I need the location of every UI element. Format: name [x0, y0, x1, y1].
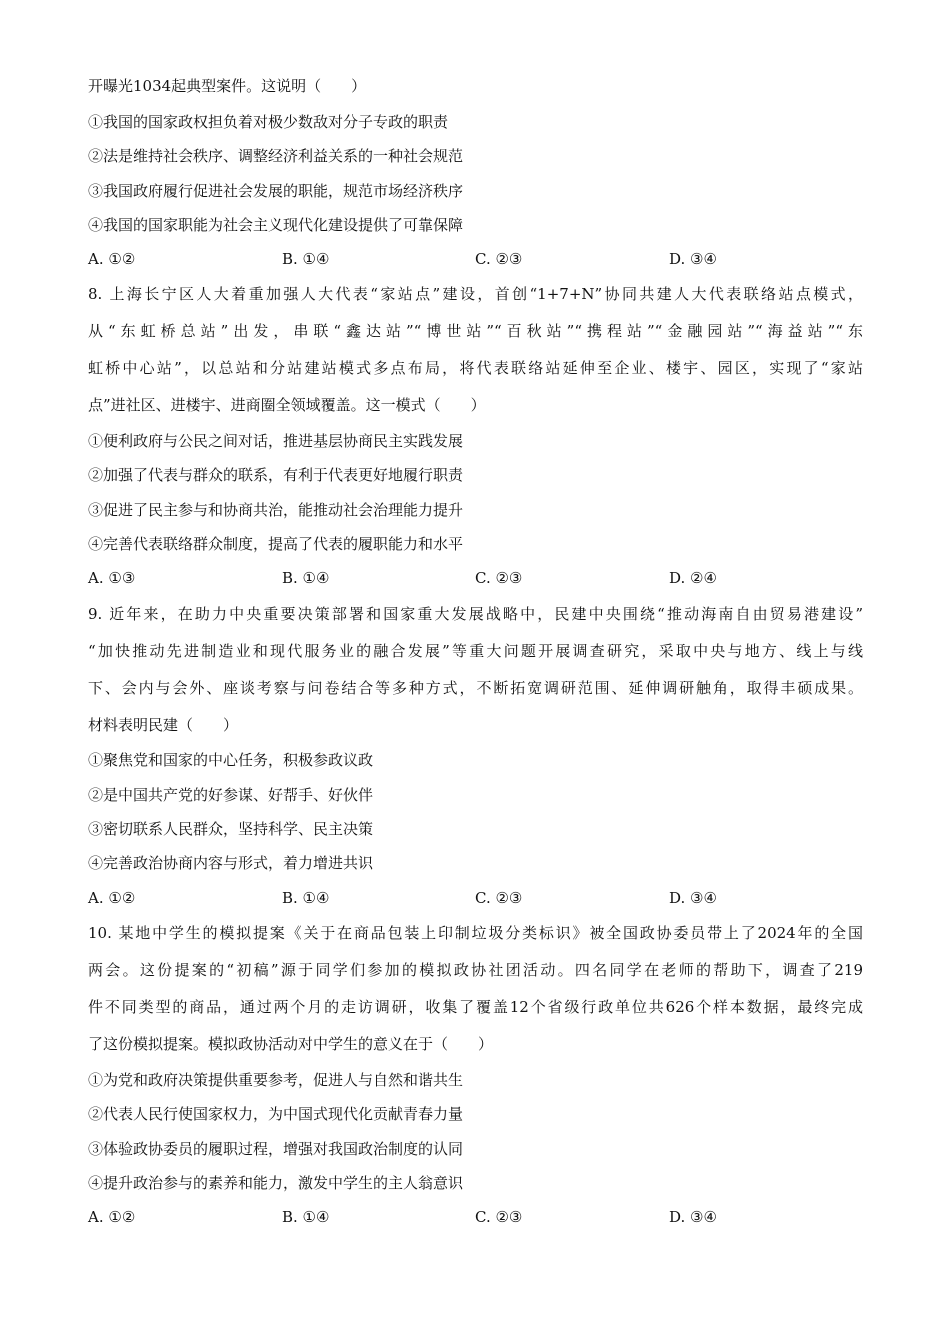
q9-item-2: ②是中国共产党的好参谋、好帮手、好伙伴: [88, 786, 374, 804]
q10-options: [88, 1207, 868, 1227]
q8-stem-line-2: 从“东虹桥总站”出发，串联“鑫达站”“博世站”“百秋站”“携程站”“金融园站”“海益站”“东: [88, 322, 863, 340]
q10-item-1: ①为党和政府决策提供重要参考，促进人与自然和谐共生: [88, 1071, 464, 1089]
q7-option-d[interactable]: D. ③④: [669, 250, 717, 268]
q9-item-3: ③密切联系人民群众，坚持科学、民主决策: [88, 820, 374, 838]
q10-option-b[interactable]: B. ①④: [282, 1208, 330, 1226]
q9-option-d[interactable]: D. ③④: [669, 889, 717, 907]
q7-option-b[interactable]: B. ①④: [282, 250, 330, 268]
q9-option-c[interactable]: C. ②③: [475, 889, 523, 907]
q7-item-3: ③我国政府履行促进社会发展的职能，规范市场经济秩序: [88, 182, 464, 200]
q8-stem-line-3: 虹桥中心站”，以总站和分站建站模式多点布局，将代表联络站延伸至企业、楼宇、园区，实现了“家站: [88, 359, 863, 377]
q10-stem-line-3: 件不同类型的商品，通过两个月的走访调研，收集了覆盖12个省级行政单位共626个样本数据，最终完成: [88, 998, 863, 1016]
q8-stem-line-4: 点”进社区、进楼宇、进商圈全领域覆盖。这一模式（ ）: [88, 396, 486, 414]
q10-option-c[interactable]: C. ②③: [475, 1208, 523, 1226]
q9-options: [88, 888, 868, 908]
q7-option-a[interactable]: A. ①②: [88, 250, 136, 268]
q8-option-d[interactable]: D. ②④: [669, 569, 717, 587]
q8-item-2: ②加强了代表与群众的联系，有利于代表更好地履行职责: [88, 466, 464, 484]
q10-option-d[interactable]: D. ③④: [669, 1208, 717, 1226]
q7-option-c[interactable]: C. ②③: [475, 250, 523, 268]
q10-option-a[interactable]: A. ①②: [88, 1208, 136, 1226]
q8-option-b[interactable]: B. ①④: [282, 569, 330, 587]
q10-stem-line-4: 了这份模拟提案。模拟政协活动对中学生的意义在于（ ）: [88, 1035, 494, 1053]
q8-stem-line-1: 8. 上海长宁区人大着重加强人大代表“家站点”建设，首创“1+7+N”协同共建人大代表联络站点模式，: [88, 285, 863, 303]
q9-stem-line-1: 9. 近年来，在助力中央重要决策部署和国家重大发展战略中，民建中央围绕“推动海南自由贸易港建设”: [88, 605, 863, 623]
q10-stem-line-2: 两会。这份提案的“初稿”源于同学们参加的模拟政协社团活动。四名同学在老师的帮助下，调查了219: [88, 961, 863, 979]
q7-item-4: ④我国的国家职能为社会主义现代化建设提供了可靠保障: [88, 216, 464, 234]
q7-item-1: ①我国的国家政权担负着对极少数敌对分子专政的职责: [88, 113, 449, 131]
q7-options: [88, 249, 868, 269]
q9-option-a[interactable]: A. ①②: [88, 889, 136, 907]
q8-options: [88, 568, 868, 588]
q8-item-3: ③促进了民主参与和协商共治，能推动社会治理能力提升: [88, 501, 464, 519]
q9-item-4: ④完善政治协商内容与形式，着力增进共识: [88, 854, 374, 872]
q9-stem-line-2: “加快推动先进制造业和现代服务业的融合发展”等重大问题开展调查研究，采取中央与地方、线上与线: [88, 642, 863, 660]
q10-stem-line-1: 10. 某地中学生的模拟提案《关于在商品包装上印制垃圾分类标识》被全国政协委员带上了2024年的全国: [88, 924, 863, 942]
q9-item-1: ①聚焦党和国家的中心任务，积极参政议政: [88, 751, 374, 769]
q10-item-4: ④提升政治参与的素养和能力，激发中学生的主人翁意识: [88, 1174, 464, 1192]
q9-stem-line-3: 下、会内与会外、座谈考察与问卷结合等多种方式，不断拓宽调研范围、延伸调研触角，取得丰硕成果。: [88, 679, 863, 697]
q8-item-1: ①便利政府与公民之间对话，推进基层协商民主实践发展: [88, 432, 464, 450]
q9-option-b[interactable]: B. ①④: [282, 889, 330, 907]
q10-item-2: ②代表人民行使国家权力，为中国式现代化贡献青春力量: [88, 1105, 464, 1123]
q9-stem-line-4: 材料表明民建（ ）: [88, 716, 239, 734]
q8-option-c[interactable]: C. ②③: [475, 569, 523, 587]
q10-item-3: ③体验政协委员的履职过程，增强对我国政治制度的认同: [88, 1140, 464, 1158]
q7-stem-tail: 开曝光1034起典型案件。这说明（ ）: [88, 77, 367, 95]
q8-item-4: ④完善代表联络群众制度，提高了代表的履职能力和水平: [88, 535, 464, 553]
q8-option-a[interactable]: A. ①③: [88, 569, 136, 587]
q7-item-2: ②法是维持社会秩序、调整经济利益关系的一种社会规范: [88, 147, 464, 165]
